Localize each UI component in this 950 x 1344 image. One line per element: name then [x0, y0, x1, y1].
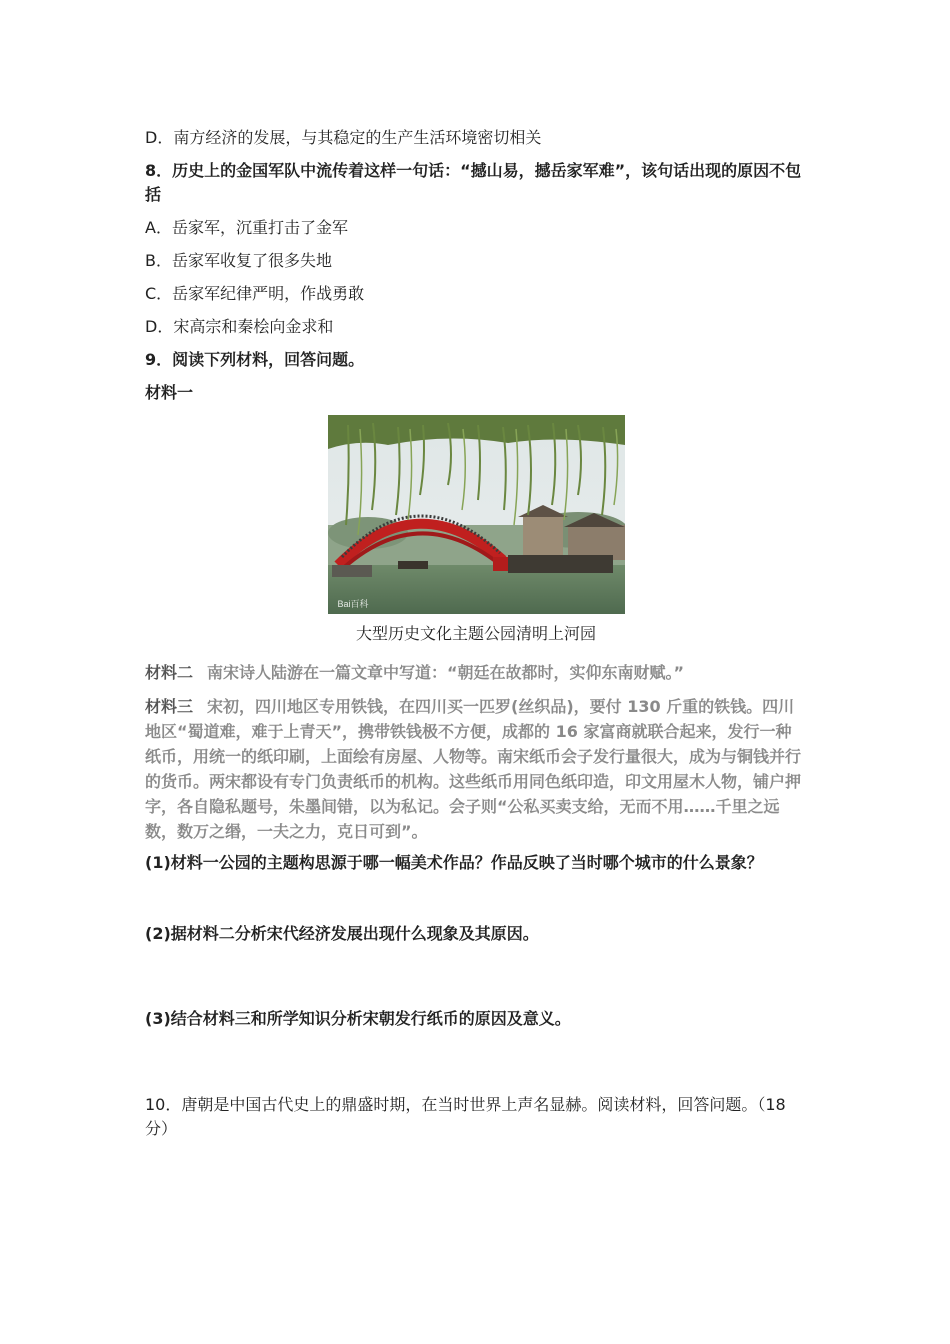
material2: [145, 660, 807, 685]
q8-option-d: D．宋高宗和秦桧向金求和: [145, 317, 334, 336]
q8-stem: 8．历史上的金国军队中流传着这样一句话：“撼山易，撼岳家军难”，该句话出现的原因不包括: [145, 161, 802, 204]
q8-option-a: A．岳家军，沉重打击了金军: [145, 218, 348, 237]
material2-text: 南宋诗人陆游在一篇文章中写道：“朝廷在故都时，实仰东南财赋。”: [207, 663, 685, 682]
bridge-photo: [328, 415, 625, 614]
q7-option-d: D．南方经济的发展，与其稳定的生产生活环境密切相关: [145, 128, 542, 147]
material2-label: 材料二: [145, 663, 194, 682]
material1-label: 材料一: [145, 383, 194, 402]
sub-question-3: (3)结合材料三和所学知识分析宋朝发行纸币的原因及意义。: [145, 1009, 571, 1028]
q9-stem: 9．阅读下列材料，回答问题。: [145, 350, 365, 369]
sub-question-1: (1)材料一公园的主题构思源于哪一幅美术作品？作品反映了当时哪个城市的什么景象？: [145, 853, 763, 872]
material3: [145, 694, 807, 844]
material3-text: 宋初，四川地区专用铁钱，在四川买一匹罗(丝织品)，要付 130 斤重的铁钱。四川地区“蜀道难，难于上青天”，携带铁钱极不方便，成都的 16 家富商就联合起来，发行一种纸币，用统一的纸印刷，上面绘有房屋、人物等。南宋纸币会子发行量很大，成为与铜钱并行的货币。两宋都设有专门负责纸币的机构。这些纸币用同色纸印造，印文用屋木人物，铺户押字，各自隐私题号，朱墨间错，以为私记。会子则“公私买卖支给，无而不用……千里之远数，数万之缗，一夫之力，克日可到”。: [145, 697, 802, 841]
sub-question-2: (2)据材料二分析宋代经济发展出现什么现象及其原因。: [145, 924, 539, 943]
q10-stem: 10．唐朝是中国古代史上的鼎盛时期，在当时世界上声名显赫。阅读材料，回答问题。（18 分）: [145, 1095, 786, 1138]
photo-caption: 大型历史文化主题公园清明上河园: [355, 624, 596, 643]
q8-option-b: B．岳家军收复了很多失地: [145, 251, 332, 270]
baidu-watermark: Bai百科: [337, 599, 369, 609]
material3-label: 材料三: [145, 697, 194, 716]
document-page: [145, 126, 807, 1150]
q8-option-c: C．岳家军纪律严明，作战勇敢: [145, 284, 365, 303]
